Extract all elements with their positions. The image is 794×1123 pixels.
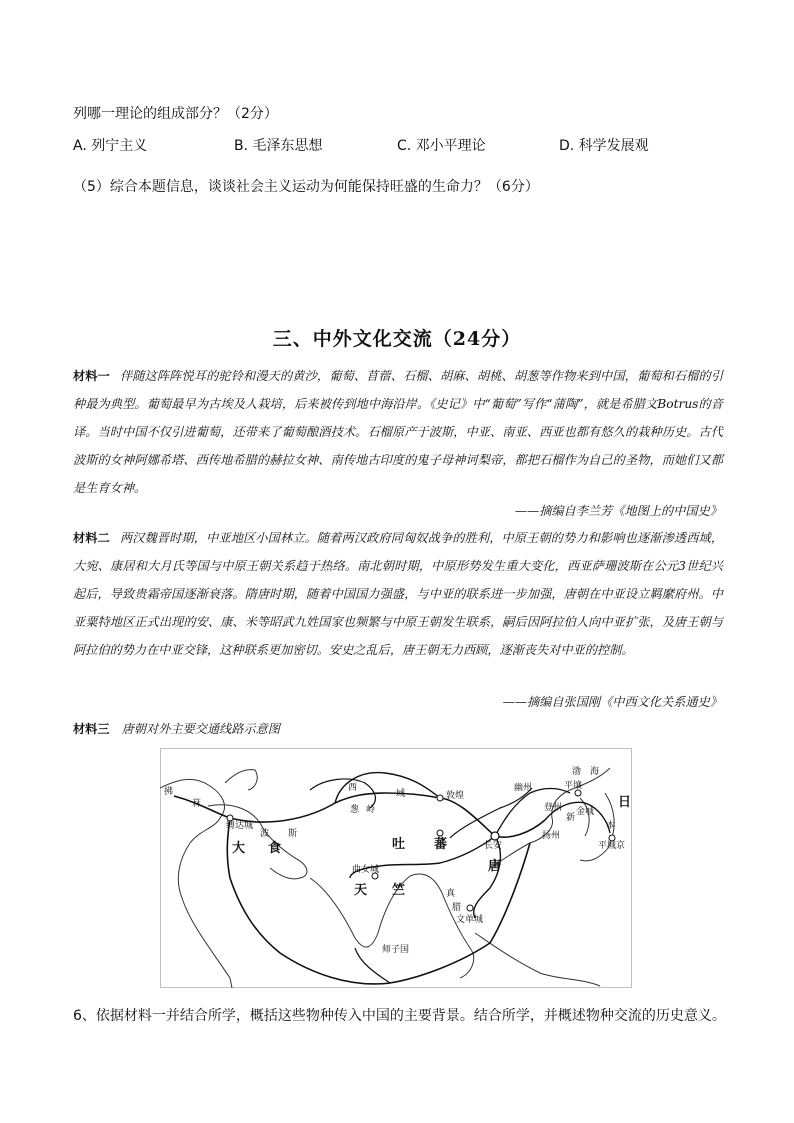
- label-pamir-1: 葱: [350, 805, 360, 815]
- label-tianzhu-1: 天: [354, 883, 368, 898]
- label-dashi-2: 食: [268, 841, 282, 856]
- label-bohai-2: 海: [590, 767, 600, 777]
- q4-option-c: [397, 135, 486, 155]
- q4-option-d: [559, 135, 649, 155]
- label-xinluo: 新: [566, 813, 576, 823]
- section-title: 三、中外文化交流（24分）: [272, 328, 522, 350]
- q4-option-a: [73, 135, 147, 155]
- material-2: [73, 524, 723, 664]
- label-dunhuang: 敦煌: [446, 791, 465, 801]
- option-letter: C.: [397, 138, 412, 154]
- marker-tubo: [437, 830, 443, 836]
- material-2-label: 材料二: [73, 531, 110, 545]
- tang-routes-map: [160, 748, 632, 988]
- material-1-label: 材料一: [73, 369, 110, 383]
- q4-stem: 列哪一理论的组成部分？（2分）: [73, 106, 278, 122]
- label-shilifoshi: 师子国: [382, 945, 410, 955]
- label-xiyu-1: 西: [348, 783, 358, 793]
- option-text: 科学发展观: [578, 138, 649, 154]
- label-baghdad: 缚达城: [226, 821, 254, 831]
- label-tang: 唐: [488, 859, 502, 874]
- option-text: 列宁主义: [91, 138, 148, 154]
- label-tubo-2: 蕃: [434, 837, 448, 852]
- label-pingrang: 平壤: [564, 781, 583, 791]
- label-dengzhou: 登州: [544, 803, 563, 813]
- label-byzantium-1: 拂: [164, 787, 174, 797]
- option-letter: A.: [73, 138, 87, 154]
- material-2-source: ——摘编自张国刚《中西文化关系通史》: [502, 695, 722, 709]
- label-tianzhu-2: 竺: [392, 883, 406, 898]
- material-1-text: 伴随这阵阵悦耳的驼铃和漫天的黄沙，葡萄、苜蓿、石榴、胡麻、胡桃、胡葱等作物来到中国，葡萄和石榴的引种最为典型。葡萄最早为古埃及人栽培，后来被传到地中海沿岸。《史记》中“葡萄”写作“蒲陶”，就是希腊文Botrus的音译。当时中国不仅引进葡萄，还带来了葡萄酿酒技术。石榴原产于波斯，中亚、南亚、西亚也都有悠久的栽种历史。古代波斯的女神阿娜希塔、西传地希腊的赫拉女神、南传地古印度的鬼子母神诃梨帝，都把石榴作为自己的圣物，而她们又都是生育女神。: [73, 369, 724, 495]
- option-text: 邓小平理论: [415, 138, 486, 154]
- q6-text: 6、依据材料一并结合所学，概括这些物种传入中国的主要背景。结合所学，并概述物种交流的历史意义。: [73, 1008, 726, 1024]
- marker-wendan: [467, 905, 473, 911]
- label-tubo-1: 吐: [392, 837, 406, 852]
- label-japan: 日: [618, 795, 632, 810]
- label-persia-1: 波: [260, 829, 270, 839]
- label-xiyu-2: 域: [396, 789, 406, 799]
- material-1: [73, 362, 723, 502]
- label-persia-2: 斯: [288, 829, 298, 839]
- label-zhenla-2: 腊: [452, 903, 462, 913]
- material-2-text: 两汉魏晋时期，中亚地区小国林立。随着两汉政府同匈奴战争的胜利，中原王朝的势力和影响也逐渐渗透西域，大宛、康居和大月氏等国与中原王朝关系趋于热络。南北朝时期，中原形势发生重大变化，西亚萨珊波斯在公元3世纪兴起后，导致贵霜帝国逐渐衰落。隋唐时期，随着中国国力强盛，与中亚的联系进一步加强，唐朝在中亚设立羁縻府州。中亚粟特地区正式出现的安、康、米等昭武九姓国家也频繁与中原王朝发生联系，嗣后因阿拉伯人向中亚扩张，及唐王朝与阿拉伯的势力在中亚交锋，这种联系更加密切。安史之乱后，唐王朝无力西顾，逐渐丧失对中亚的控制。: [73, 531, 724, 657]
- label-pamir-2: 岭: [366, 805, 376, 815]
- label-youzhou: 幽州: [514, 783, 533, 793]
- material-3-caption: 唐朝对外主要交通线路示意图: [121, 722, 280, 736]
- option-letter: D.: [559, 138, 575, 154]
- label-jincheng: 金城: [576, 807, 595, 817]
- q5-text: （5）综合本题信息，谈谈社会主义运动为何能保持旺盛的生命力？（6分）: [73, 179, 539, 195]
- label-changan: 长安: [484, 841, 503, 851]
- material-3-caption-line: [73, 720, 280, 737]
- option-letter: B.: [234, 138, 249, 154]
- label-byzantium-2: 菻: [192, 799, 202, 809]
- label-ben: 本: [606, 821, 616, 831]
- label-dashi-1: 大: [232, 841, 246, 856]
- label-kannauj: 曲女城: [352, 865, 380, 875]
- label-yangzhou: 扬州: [542, 831, 561, 841]
- label-zhenla-1: 真: [446, 889, 456, 899]
- q4-option-b: [234, 135, 323, 155]
- marker-dunhuang: [437, 795, 443, 801]
- material-3-label: 材料三: [73, 722, 110, 736]
- label-wendan: 文单城: [456, 915, 484, 925]
- label-heijo: 平城京: [598, 841, 626, 851]
- marker-changan: [491, 832, 499, 840]
- material-1-source: ——摘编自李兰芳《地图上的中国史》: [514, 504, 722, 518]
- option-text: 毛泽东思想: [252, 138, 323, 154]
- map-svg: [160, 748, 632, 988]
- label-bohai-1: 渤: [572, 767, 582, 777]
